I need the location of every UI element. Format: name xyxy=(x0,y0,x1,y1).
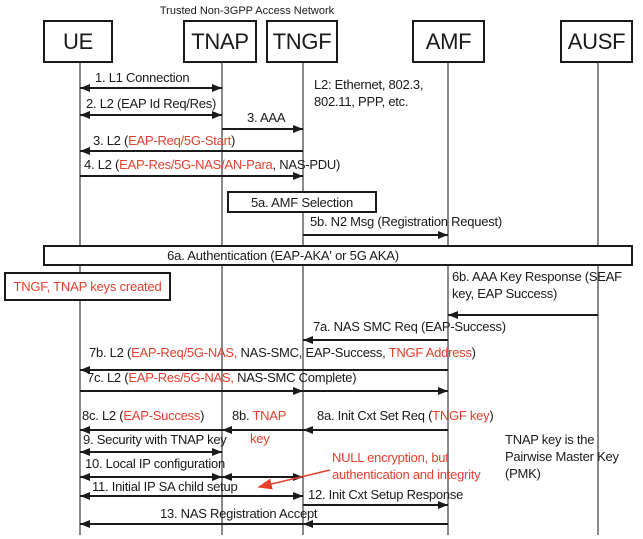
msg-2-l2-eap-id-part: 2. L2 (EAP Id Req/Res) xyxy=(86,96,217,111)
arrow-11-line xyxy=(303,390,448,392)
msg-7a-nas-smc-req xyxy=(313,320,506,334)
msg-3-l2-eap-req-start xyxy=(93,134,235,148)
arrow-6-head-right xyxy=(438,231,448,239)
arrow-19-line xyxy=(303,504,448,506)
msg-9-security-tnap-key-part: 9. Security with TNAP key xyxy=(83,432,227,447)
keys-created-box xyxy=(4,272,171,301)
arrow-17-head-right xyxy=(293,473,303,481)
arrow-15-line xyxy=(80,451,222,453)
actor-tngf-box xyxy=(266,20,338,63)
arrow-16-line xyxy=(80,476,222,478)
msg-11-ip-sa-child-setup xyxy=(92,480,237,494)
amf-selection-box xyxy=(227,191,377,213)
null-encryption-note-line: NULL encryption, but xyxy=(332,450,449,465)
arrow-18-line xyxy=(80,495,303,497)
arrow-16-head-left xyxy=(80,473,90,481)
tnap-key-note xyxy=(505,431,619,482)
msg-8a-init-cxt-set-req-part: 8a. Init Cxt Set Req ( xyxy=(317,408,433,423)
msg-7b-l2-eap-req-part: TNGF Address xyxy=(388,345,472,360)
msg-8b-tnap-key-line2-part: key xyxy=(250,431,270,446)
arrow-15-head-left xyxy=(80,448,90,456)
arrow-3-line xyxy=(222,128,303,130)
arrow-11-head-right xyxy=(438,387,448,395)
msg-10-local-ip-config xyxy=(85,457,225,471)
msg-8c-l2-eap-success-part: 8c. L2 ( xyxy=(82,408,124,423)
msg-6b-aaa-key-line1 xyxy=(452,270,622,284)
arrow-20-line xyxy=(80,523,303,525)
arrow-2-head-left xyxy=(80,111,90,119)
arrow-21-head-left xyxy=(303,520,313,528)
msg-3-aaa-part: 3. AAA xyxy=(247,110,286,125)
msg-8a-init-cxt-set-req-part: TNGF key xyxy=(432,408,490,423)
msg-13-nas-reg-accept-part: 13. NAS Registration Accept xyxy=(160,506,318,521)
l2-protocols-note xyxy=(314,76,423,110)
msg-3-l2-eap-req-start-part: 3. L2 ( xyxy=(93,133,129,148)
arrow-20-head-left xyxy=(80,520,90,528)
msg-7c-l2-eap-res-part: 7c. L2 ( xyxy=(87,370,129,385)
msg-5b-n2-registration xyxy=(310,215,502,229)
null-encryption-note-line: authentication and integrity xyxy=(332,467,481,482)
arrow-5-line xyxy=(80,175,303,177)
msg-7c-l2-eap-res xyxy=(87,371,356,385)
msg-7b-l2-eap-req-part: 7b. L2 ( xyxy=(89,345,132,360)
msg-7c-l2-eap-res-part: EAP-Res/5G-NAS, xyxy=(128,370,234,385)
arrow-7-head-left xyxy=(448,311,458,319)
authentication-box xyxy=(43,245,633,266)
msg-11-ip-sa-child-setup-part: 11. Initial IP SA child setup xyxy=(92,479,238,494)
msg-4-l2-eap-res-nas-part: EAP-Res/5G-NAS/AN-Para xyxy=(119,157,273,172)
actor-ausf-box xyxy=(560,20,633,63)
msg-4-l2-eap-res-nas-part: , NAS-PDU) xyxy=(272,157,341,172)
msg-2-l2-eap-id xyxy=(86,97,216,111)
arrow-4-line xyxy=(80,150,303,152)
msg-7a-nas-smc-req-part: 7a. NAS SMC Req (EAP-Success) xyxy=(313,319,506,334)
msg-8b-tnap-key-line1-part: TNAP xyxy=(252,408,287,423)
msg-6b-aaa-key-line1-part: 6b. AAA Key Response (SEAF xyxy=(452,269,622,284)
diagram-title: Trusted Non-3GPP Access Network xyxy=(159,5,335,17)
arrow-8-head-left xyxy=(303,336,313,344)
keys-created-box-label: TNGF, TNAP keys created xyxy=(13,279,162,294)
tnap-key-note-line: TNAP key is the xyxy=(505,432,595,447)
msg-7b-l2-eap-req xyxy=(89,346,476,360)
actor-label: UE xyxy=(63,28,93,54)
msg-12-init-cxt-response xyxy=(308,488,463,502)
msg-3-aaa xyxy=(247,111,285,125)
msg-7b-l2-eap-req-part: ) xyxy=(471,345,476,360)
arrow-19-head-right xyxy=(438,501,448,509)
msg-8c-l2-eap-success xyxy=(82,409,204,423)
authentication-box-label: 6a. Authentication (EAP-AKA' or 5G AKA) xyxy=(167,248,399,263)
msg-5b-n2-registration-part: 5b. N2 Msg (Registration Request) xyxy=(310,214,502,229)
tnap-key-note-line: Pairwise Master Key xyxy=(505,449,619,464)
msg-7b-l2-eap-req-part: NAS-SMC, EAP-Success, xyxy=(237,345,389,360)
arrow-1-head-left xyxy=(80,84,90,92)
l2-protocols-note-line: L2: Ethernet, 802.3, xyxy=(314,77,424,92)
tnap-key-note-line: (PMK) xyxy=(505,466,541,481)
msg-4-l2-eap-res-nas-part: 4. L2 ( xyxy=(84,157,120,172)
msg-1-l1-connection-part: 1. L1 Connection xyxy=(95,70,190,85)
msg-6b-aaa-key-line2 xyxy=(452,287,557,301)
msg-10-local-ip-config-part: 10. Local IP configuration xyxy=(85,456,225,471)
arrow-4-head-left xyxy=(80,147,90,155)
amf-selection-box-label: 5a. AMF Selection xyxy=(250,194,354,210)
arrow-14-head-left xyxy=(303,426,313,434)
actor-label: AMF xyxy=(425,28,472,54)
arrow-7-line xyxy=(448,314,598,316)
msg-13-nas-reg-accept xyxy=(160,507,317,521)
msg-8a-init-cxt-set-req-part: ) xyxy=(489,408,494,423)
arrow-10-line xyxy=(80,390,303,392)
actor-label: AUSF xyxy=(567,28,626,54)
msg-8b-tnap-key-line1 xyxy=(232,409,286,423)
msg-12-init-cxt-response-part: 12. Init Cxt Setup Response xyxy=(308,487,464,502)
msg-7c-l2-eap-res-part: NAS-SMC Complete) xyxy=(233,370,357,385)
arrow-10-head-right xyxy=(293,387,303,395)
arrow-1-head-right xyxy=(212,84,222,92)
arrow-21-line xyxy=(303,523,448,525)
actor-label: TNGF xyxy=(272,28,332,54)
arrow-1-line xyxy=(80,87,222,89)
msg-8c-l2-eap-success-part: EAP-Success xyxy=(123,408,201,423)
arrow-6-line xyxy=(303,234,448,236)
actor-label: TNAP xyxy=(191,28,249,54)
null-encryption-note xyxy=(332,449,480,483)
msg-7b-l2-eap-req-part: EAP-Req/5G-NAS, xyxy=(131,345,238,360)
actor-amf-box xyxy=(412,20,485,63)
actor-ue-box xyxy=(43,20,113,63)
msg-3-l2-eap-req-start-part: EAP-Req/5G-Start xyxy=(128,133,232,148)
actor-tnap-box xyxy=(183,20,257,63)
msg-9-security-tnap-key xyxy=(83,433,227,447)
msg-8b-tnap-key-line1-part: 8b. xyxy=(232,408,253,423)
arrow-5-head-right xyxy=(293,172,303,180)
msg-8b-tnap-key-line2 xyxy=(250,432,269,446)
arrow-18-head-right xyxy=(293,492,303,500)
arrow-12-line xyxy=(80,429,222,431)
msg-4-l2-eap-res-nas xyxy=(84,158,340,172)
arrow-14-line xyxy=(303,429,448,431)
l2-protocols-note-line: 802.11, PPP, etc. xyxy=(314,94,409,109)
arrow-17-line xyxy=(222,476,303,478)
msg-1-l1-connection xyxy=(95,71,189,85)
msg-8c-l2-eap-success-part: ) xyxy=(200,408,205,423)
arrow-2-head-right xyxy=(212,111,222,119)
arrow-3-head-right xyxy=(293,125,303,133)
arrow-15-head-right xyxy=(212,448,222,456)
msg-3-l2-eap-req-start-part: ) xyxy=(231,133,236,148)
msg-8a-init-cxt-set-req xyxy=(317,409,494,423)
msg-6b-aaa-key-line2-part: key, EAP Success) xyxy=(452,286,558,301)
arrow-2-line xyxy=(80,114,222,116)
arrow-18-head-left xyxy=(80,492,90,500)
arrow-8-line xyxy=(303,339,448,341)
